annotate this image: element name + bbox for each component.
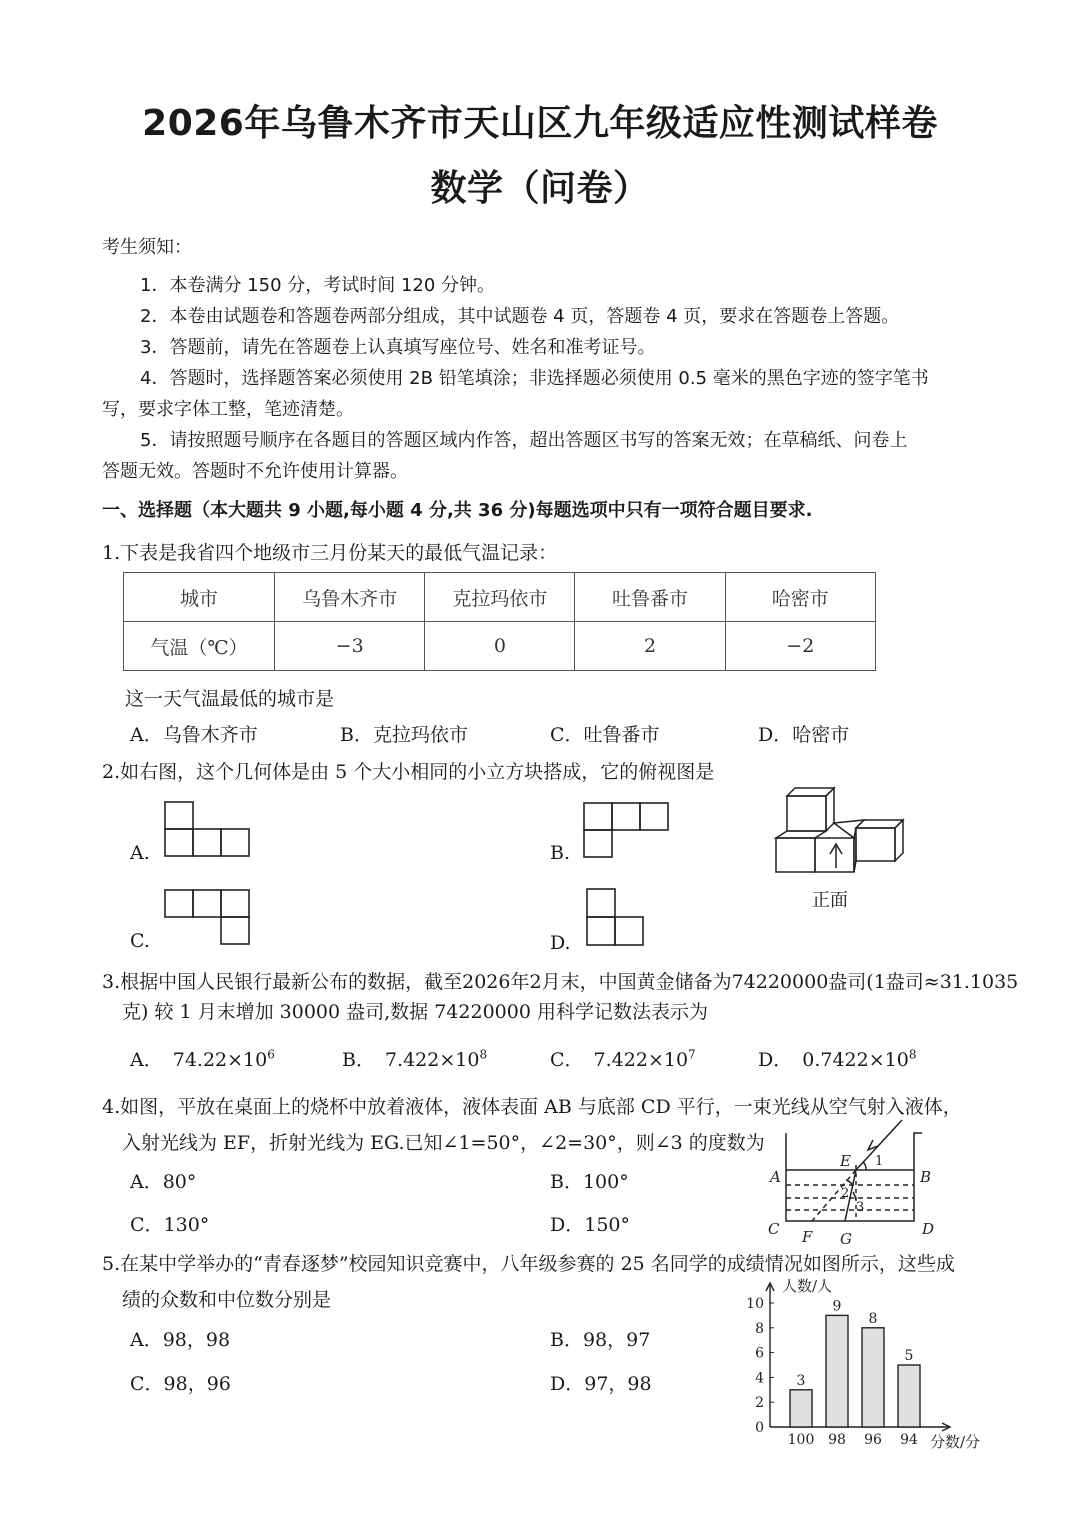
label-g: G: [840, 1230, 852, 1248]
page-title: 2026年乌鲁木齐市天山区九年级适应性测试样卷: [142, 103, 938, 144]
option-c: C．98，96: [130, 1373, 231, 1395]
label-b: B: [920, 1168, 932, 1186]
y-tick-label: 4: [755, 1370, 764, 1387]
data-label: 5: [904, 1348, 914, 1364]
data-label: 8: [868, 1310, 878, 1327]
option-c: C．吐鲁番市: [550, 724, 660, 746]
table-cell: −3: [275, 622, 425, 671]
option-exponent: 8: [908, 1047, 917, 1062]
section-heading: 一、选择题（本大题共 9 小题,每小题 4 分,共 36 分)每题选项中只有一项符合题目要求.: [102, 500, 813, 521]
question-5-line1: 5.在某中学举办的“青春逐梦”校园知识竞赛中，八年级参赛的 25 名同学的成绩情况如图所示，这些成: [102, 1253, 955, 1275]
front-label: 正面: [812, 890, 848, 911]
label-c: C: [768, 1220, 780, 1238]
bar-98: [826, 1315, 848, 1427]
option-exponent: 8: [479, 1047, 488, 1062]
option-letter: A．: [130, 1049, 163, 1071]
option-exponent: 6: [267, 1047, 275, 1062]
option-base: 7.422×10: [593, 1049, 689, 1071]
table-cell: 哈密市: [725, 573, 875, 622]
bar-94: [898, 1365, 920, 1427]
x-tick-label: 94: [900, 1432, 918, 1448]
data-label: 3: [796, 1372, 806, 1389]
y-tick-label: 8: [755, 1320, 764, 1337]
option-label-d: D.: [550, 932, 571, 954]
y-tick-label: 10: [746, 1296, 764, 1312]
option-a: A．80°: [130, 1171, 197, 1193]
option-base: 0.7422×10: [802, 1049, 909, 1071]
label-e: E: [840, 1152, 851, 1170]
notice-item: 4．答题时，选择题答案必须使用 2B 铅笔填涂；非选择题必须使用 0.5 毫米的黑色字迹的签字笔书: [140, 368, 929, 389]
question-2-stem: 2.如右图，这个几何体是由 5 个大小相同的小立方块搭成，它的俯视图是: [102, 761, 715, 783]
y-tick-label: 6: [755, 1345, 764, 1362]
table-cell: 0: [425, 622, 575, 671]
table-cell: −2: [725, 622, 875, 671]
option-label-b: B.: [550, 842, 571, 864]
label-a: A: [770, 1168, 781, 1186]
question-3-line1: 3.根据中国人民银行最新公布的数据，截至2026年2月末，中国黄金储备为74220000盎司(1盎司≈31.1035: [102, 971, 1019, 993]
table-cell: 吐鲁番市: [575, 573, 725, 622]
notice-item: 2．本卷由试题卷和答题卷两部分组成，其中试题卷 4 页，答题卷 4 页，要求在答题卷上答题。: [140, 306, 900, 327]
bar-100: [790, 1390, 812, 1427]
option-letter: C．: [550, 1049, 584, 1071]
score-bar-chart: [740, 1270, 1000, 1460]
question-4-line2: 入射光线为 EF，折射光线为 EG.已知∠1=50°，∠2=30°，则∠3 的度数为: [122, 1132, 765, 1154]
label-d: D: [922, 1220, 935, 1238]
bar-96: [862, 1328, 884, 1427]
x-tick-label: 98: [828, 1432, 846, 1448]
y-tick-label: 0: [755, 1420, 764, 1436]
angle-2-label: 2: [841, 1186, 850, 1201]
option-b: B．98，97: [550, 1329, 651, 1351]
y-axis-label: 人数/人: [782, 1277, 833, 1295]
option-a: A．乌鲁木齐市: [130, 724, 258, 746]
option-d: D．哈密市: [758, 724, 850, 746]
x-axis-label: 分数/分: [930, 1433, 981, 1451]
option-b: B．克拉玛依市: [340, 724, 468, 746]
option-a: A．98，98: [130, 1329, 231, 1351]
table-cell: 2: [575, 622, 725, 671]
option-letter: D．: [758, 1049, 793, 1071]
option-c: C．130°: [130, 1214, 210, 1236]
option-label-c: C.: [130, 930, 150, 952]
page-subtitle: 数学（问卷）: [430, 168, 650, 209]
angle-1-label: 1: [875, 1154, 884, 1169]
option-exponent: 7: [688, 1047, 696, 1062]
table-cell: 乌鲁木齐市: [275, 573, 425, 622]
option-base: 7.422×10: [384, 1049, 480, 1071]
table-cell: 气温（℃）: [124, 622, 275, 671]
table-cell: 城市: [124, 573, 275, 622]
notice-item: 写，要求字体工整，笔迹清楚。: [102, 399, 354, 420]
x-tick-label: 100: [787, 1432, 815, 1448]
notice-item: 1．本卷满分 150 分，考试时间 120 分钟。: [140, 275, 496, 296]
data-label: 9: [832, 1298, 842, 1315]
option-base: 74.22×10: [172, 1049, 268, 1071]
option-d: D．97，98: [550, 1373, 652, 1395]
notice-item: 答题无效。答题时不允许使用计算器。: [102, 461, 408, 482]
y-tick-label: 2: [755, 1395, 764, 1412]
notice-heading: 考生须知：: [102, 237, 192, 258]
x-tick-label: 96: [864, 1432, 882, 1448]
table-cell: 克拉玛依市: [425, 573, 575, 622]
option-letter: B．: [342, 1049, 375, 1071]
notice-item: 5．请按照题号顺序在各题目的答题区域内作答，超出答题区书写的答案无效；在草稿纸、问卷上: [140, 430, 908, 451]
option-b: B．100°: [550, 1171, 629, 1193]
label-f: F: [802, 1228, 813, 1246]
question-4-line1: 4.如图，平放在桌面上的烧杯中放着液体，液体表面 AB 与底部 CD 平行，一束光线从空气射入液体，: [102, 1096, 962, 1118]
question-1-text: 这一天气温最低的城市是: [125, 688, 335, 710]
question-5-line2: 绩的众数和中位数分别是: [122, 1289, 332, 1311]
question-1-stem: 1.下表是我省四个地级市三月份某天的最低气温记录：: [102, 542, 558, 564]
notice-item: 3．答题前，请先在答题卷上认真填写座位号、姓名和准考证号。: [140, 337, 656, 358]
angle-3-label: 3: [856, 1200, 865, 1215]
question-3-line2: 克) 较 1 月末增加 30000 盎司,数据 74220000 用科学记数法表示为: [122, 1001, 708, 1023]
option-label-a: A.: [130, 842, 150, 864]
option-d: D．150°: [550, 1214, 630, 1236]
